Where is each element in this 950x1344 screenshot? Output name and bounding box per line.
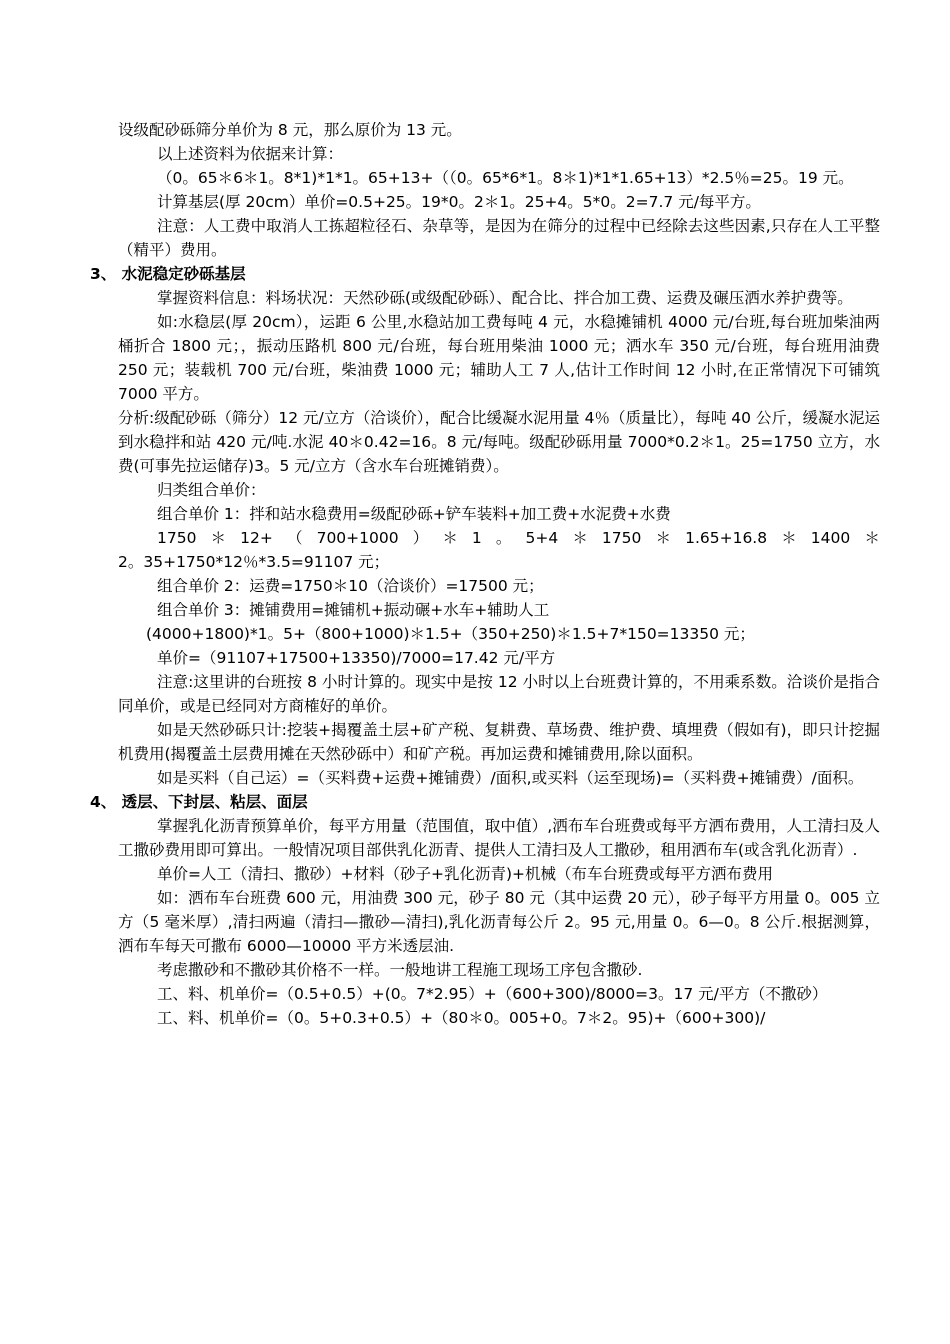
formula-token: 12+ (240, 529, 273, 547)
formula-token: ＊ (864, 529, 880, 547)
paragraph: 组合单价 3：摊铺费用=摊铺机+振动碾+水车+辅助人工 (157, 601, 550, 619)
paragraph: (4000+1800)*1。5+（800+1000)＊1.5+（350+250)＊1.5+7*150=13350 元； (146, 625, 755, 643)
formula-token: 1750 (601, 529, 642, 547)
paragraph: 计算基层(厚 20cm）单价=0.5+25。19*0。2＊1。25+4。5*0。2=7.7 元/每平方。 (157, 193, 761, 211)
formula-token: ＊ (655, 529, 671, 547)
paragraph: 2。35+1750*12％*3.5=91107 元； (118, 553, 390, 571)
paragraph: 如是天然砂砾只计:挖装+揭覆盖土层+矿产税、复耕费、草场费、维护费、填埋费（假如有)，即只计挖掘机费用(揭覆盖土层费用摊在天然砂砾中）和矿产税。再加运费和摊铺费用,除以面积。 (118, 721, 880, 763)
paragraph: 工、料、机单价=（0.5+0.5）+(0。7*2.95）+（600+300)/8000=3。17 元/平方（不撒砂） (157, 985, 828, 1003)
formula-token: 700+1000 (316, 529, 399, 547)
paragraph: 单价=（91107+17500+13350)/7000=17.42 元/平方 (157, 649, 556, 667)
paragraph: 以上述资料为依据来计算： (157, 145, 344, 163)
formula-token: 1750 (157, 529, 197, 547)
formula-token: ） (412, 529, 429, 547)
formula-token: ＊ (210, 529, 227, 547)
formula-line (118, 526, 880, 550)
formula-token: 5+4 (525, 529, 559, 547)
section-heading: 4、 透层、下封层、粘层、面层 (90, 793, 308, 811)
paragraph: 归类组合单价： (157, 481, 266, 499)
paragraph: 掌握乳化沥青预算单价，每平方用量（范围值，取中值）,洒布车台班费或每平方洒布费用，人工清扫及人工撒砂费用即可算出。一般情况项目部供乳化沥青、提供人工清扫及人工撒砂，租用洒布车(或含乳化沥青）. (118, 817, 880, 859)
paragraph: 设级配砂砾筛分单价为 8 元，那么原价为 13 元。 (118, 121, 462, 139)
formula-token: 1400 (810, 529, 851, 547)
formula-token: 1.65+16.8 (685, 529, 768, 547)
section-heading: 3、 水泥稳定砂砾基层 (90, 265, 246, 283)
paragraph: 组合单价 2：运费=1750＊10（洽谈价）=17500 元； (157, 577, 544, 595)
document-body (90, 118, 880, 1030)
formula-token: 1 (471, 529, 482, 547)
paragraph: 注意:这里讲的台班按 8 小时计算的。现实中是按 12 小时以上台班费计算的，不用乘系数。洽谈价是指合同单价，或是已经同对方商榷好的单价。 (118, 673, 880, 715)
paragraph: 组合单价 1：拌和站水稳费用=级配砂砾+铲车装料+加工费+水泥费+水费 (157, 505, 671, 523)
paragraph: 如是买料（自己运）=（买料费+运费+摊铺费）/面积,或买料（运至现场)=（买料费+摊铺费）/面积。 (157, 769, 864, 787)
paragraph: 掌握资料信息：料场状况：天然砂砾(或级配砂砾）、配合比、拌合加工费、运费及碾压洒水养护费等。 (157, 289, 853, 307)
formula-token: 。 (495, 529, 512, 547)
formula-token: ＊ (572, 529, 588, 547)
paragraph: 工、料、机单价=（0。5+0.3+0.5）+（80＊0。005+0。7＊2。95)+（600+300)/ (157, 1009, 766, 1027)
paragraph: 如：洒布车台班费 600 元，用油费 300 元，砂子 80 元（其中运费 20 元），砂子每平方用量 0。005 立方（5 毫米厚）,清扫两遍（清扫—撒砂—清扫),乳化沥青每公斤 2。95 元,用量 0。6—0。8 公斤.根据测算，洒布车每天可撒布 6000—10000 平方米透层油. (118, 889, 880, 955)
formula-token: ＊ (442, 529, 458, 547)
paragraph: 单价=人工（清扫、撒砂）+材料（砂子+乳化沥青)+机械（布车台班费或每平方洒布费用 (157, 865, 773, 883)
paragraph: 如:水稳层(厚 20cm），运距 6 公里,水稳站加工费每吨 4 元，水稳摊铺机 4000 元/台班,每台班加柴油两桶折合 1800 元；，振动压路机 800 元/台班，每台班用柴油 1000 元；洒水车 350 元/台班，每台班用油费 250 元；装载机 700 元/台班，柴油费 1000 元；辅助人工 7 人,估计工作时间 12 小时,在正常情况下可铺筑 7000 平方。 (118, 313, 880, 403)
paragraph: 分析:级配砂砾（筛分）12 元/立方（洽谈价），配合比缓凝水泥用量 4％（质量比），每吨 40 公斤，缓凝水泥运到水稳拌和站 420 元/吨.水泥 40＊0.42=16。8 元/每吨。级配砂砾用量 7000*0.2＊1。25=1750 立方，水费(可事先拉运储存)3。5 元/立方（含水车台班摊销费）。 (118, 409, 880, 475)
formula-token: （ (286, 529, 303, 547)
paragraph: 注意：人工费中取消人工拣超粒径石、杂草等，是因为在筛分的过程中已经除去这些因素,只存在人工平整（精平）费用。 (118, 217, 880, 259)
paragraph: （0。65＊6＊1。8*1)*1*1。65+13+（（0。65*6*1。8＊1)*1*1.65+13）*2.5％=25。19 元。 (157, 169, 854, 187)
formula-token: ＊ (781, 529, 797, 547)
paragraph: 考虑撒砂和不撒砂其价格不一样。一般地讲工程施工现场工序包含撒砂. (157, 961, 643, 979)
